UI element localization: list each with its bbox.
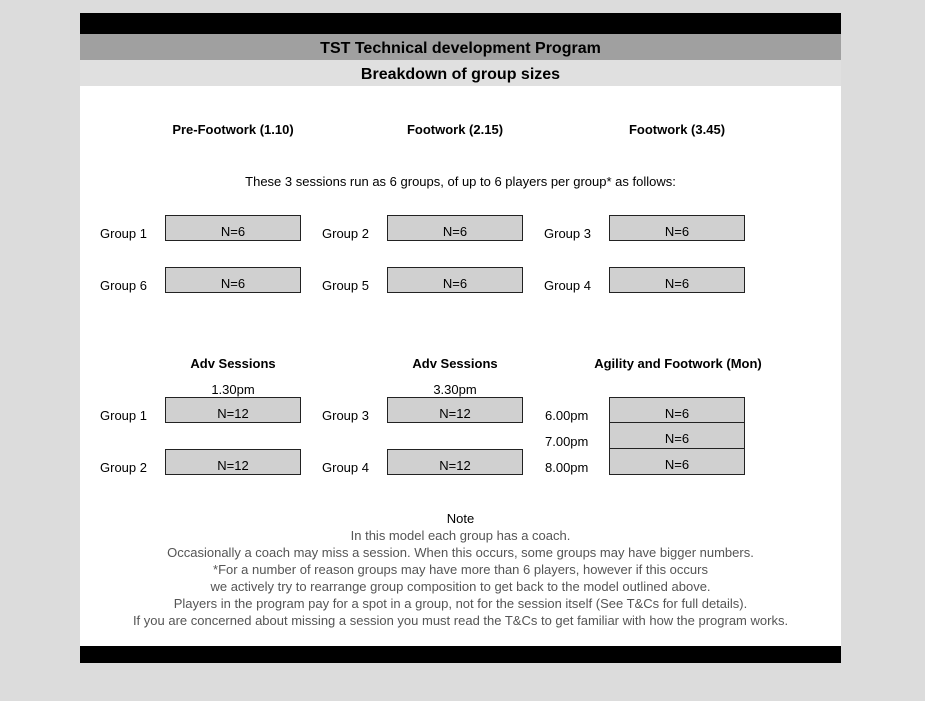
- agility-slot-cell: N=6: [609, 423, 745, 449]
- adv-group-label: Group 1: [100, 408, 147, 423]
- adv-group-label: Group 4: [322, 460, 369, 475]
- note-line: *For a number of reason groups may have more than 6 players, however if this occurs: [213, 562, 708, 577]
- bottom-black-bar: [80, 646, 841, 663]
- document-sheet: [80, 13, 841, 663]
- adv-group-label: Group 2: [100, 460, 147, 475]
- adv-header-1: Adv Sessions: [190, 356, 276, 371]
- note-line: Players in the program pay for a spot in a group, not for the session itself (See T&Cs for full details).: [173, 596, 748, 611]
- adv-header-2: Adv Sessions: [412, 356, 498, 371]
- adv-group-size-cell: N=12: [165, 397, 301, 423]
- agility-slot-time: 6.00pm: [545, 408, 589, 423]
- adv-time-1: 1.30pm: [211, 382, 255, 397]
- group-label: Group 4: [544, 278, 591, 293]
- agility-header: Agility and Footwork (Mon): [594, 356, 762, 371]
- note-line: If you are concerned about missing a session you must read the T&Cs to get familiar with how the program works.: [132, 613, 789, 628]
- adv-group-label: Group 3: [322, 408, 369, 423]
- group-label: Group 1: [100, 226, 147, 241]
- group-size-cell: N=6: [165, 215, 301, 241]
- top-black-bar: [80, 13, 841, 34]
- agility-slot-time: 7.00pm: [545, 434, 589, 449]
- page-title: TST Technical development Program: [80, 34, 841, 60]
- session-header-pre-footwork: Pre-Footwork (1.10): [172, 122, 294, 137]
- adv-group-size-cell: N=12: [387, 397, 523, 423]
- note-title: Note: [446, 511, 475, 526]
- note-line: Occasionally a coach may miss a session. When this occurs, some groups may have bigger numbers.: [167, 545, 754, 560]
- session-header-footwork-215: Footwork (2.15): [406, 122, 504, 137]
- note-line: In this model each group has a coach.: [350, 528, 571, 543]
- agility-slot-time: 8.00pm: [545, 460, 589, 475]
- page-subtitle: Breakdown of group sizes: [80, 60, 841, 86]
- group-label: Group 3: [544, 226, 591, 241]
- group-size-cell: N=6: [387, 267, 523, 293]
- group-label: Group 5: [322, 278, 369, 293]
- note-line: we actively try to rearrange group composition to get back to the model outlined above.: [210, 579, 711, 594]
- sessions-intro: These 3 sessions run as 6 groups, of up to 6 players per group* as follows:: [245, 174, 676, 189]
- adv-group-size-cell: N=12: [165, 449, 301, 475]
- group-size-cell: N=6: [609, 215, 745, 241]
- adv-group-size-cell: N=12: [387, 449, 523, 475]
- group-size-cell: N=6: [609, 267, 745, 293]
- adv-time-2: 3.30pm: [433, 382, 477, 397]
- group-size-cell: N=6: [387, 215, 523, 241]
- group-size-cell: N=6: [165, 267, 301, 293]
- agility-slot-cell: N=6: [609, 449, 745, 475]
- agility-slot-cell: N=6: [609, 397, 745, 423]
- group-label: Group 6: [100, 278, 147, 293]
- session-header-footwork-345: Footwork (3.45): [628, 122, 726, 137]
- group-label: Group 2: [322, 226, 369, 241]
